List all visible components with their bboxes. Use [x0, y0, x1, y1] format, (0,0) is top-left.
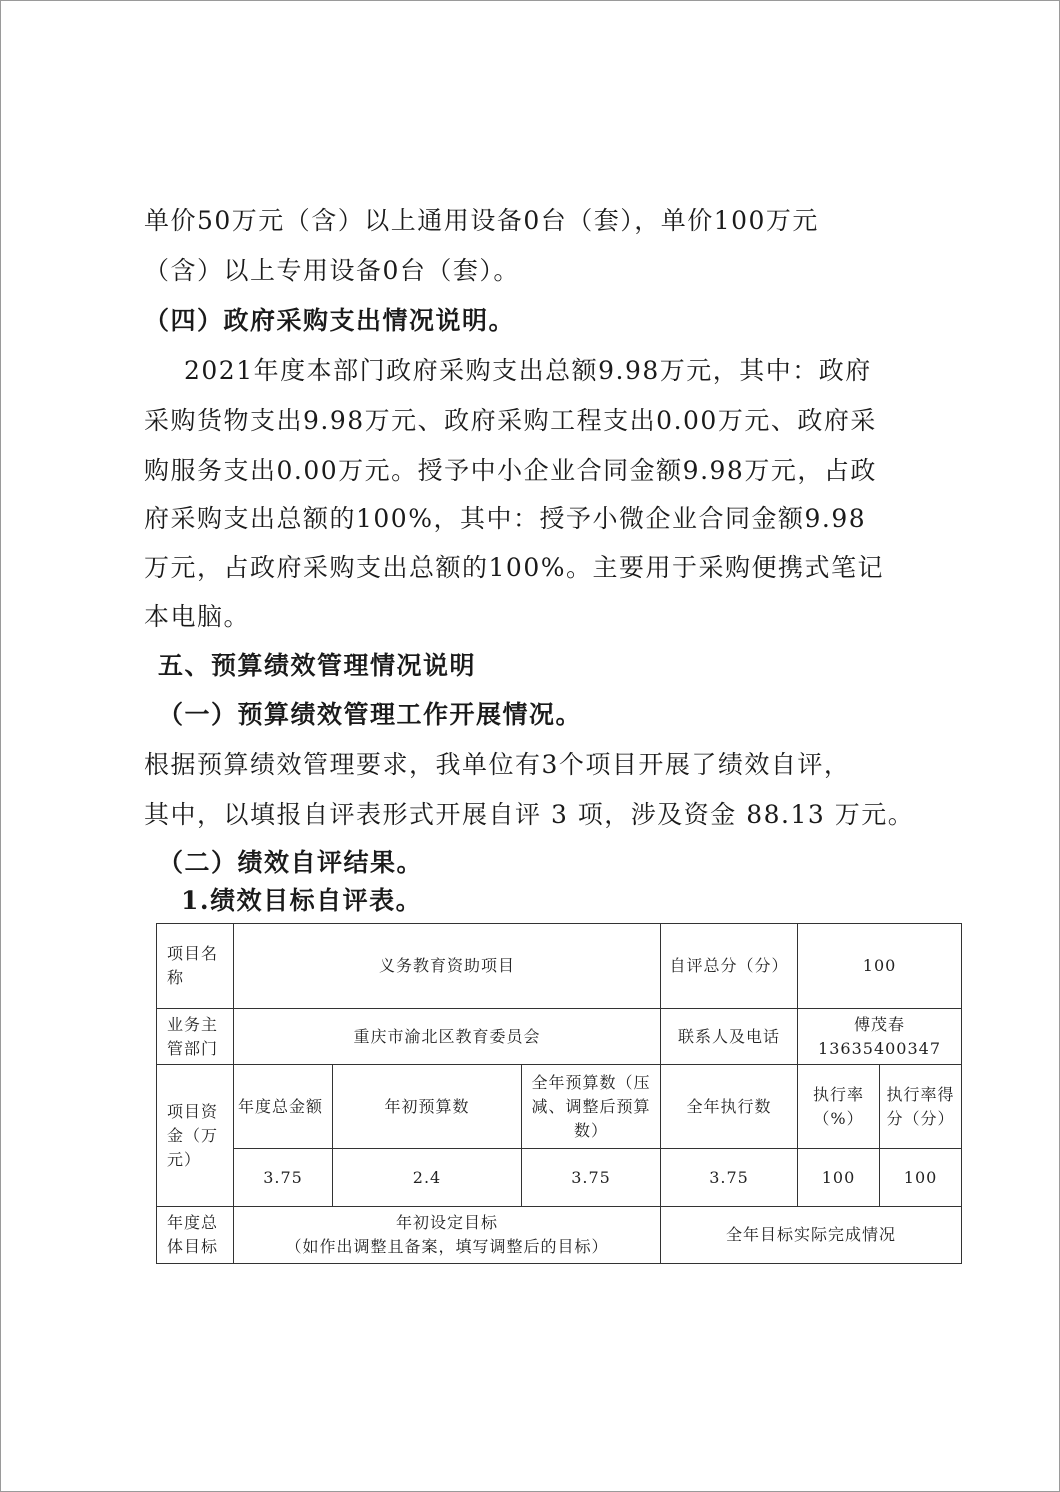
col-full-year-budget: 全年预算数（压减、调整后预算数）: [522, 1065, 661, 1149]
col-exec-rate: 执行率（%）: [798, 1065, 880, 1149]
val-full-year-budget: 3.75: [522, 1149, 661, 1207]
paragraph-line-13: 其中，以填报自评表形式开展自评 3 项，涉及资金 88.13 万元。: [144, 800, 915, 829]
goal-actual: 全年目标实际完成情况: [661, 1207, 962, 1264]
table-row: [157, 1009, 962, 1065]
val-annual-total: 3.75: [234, 1149, 333, 1207]
section-heading-procurement: （四）政府采购支出情况说明。: [144, 306, 516, 335]
paragraph-line-1: 单价50万元（含）以上通用设备0台（套），单价100万元: [144, 206, 819, 235]
col-initial-budget: 年初预算数: [333, 1065, 522, 1149]
contact-value: 傅茂春 13635400347: [798, 1009, 962, 1065]
val-exec-score: 100: [880, 1149, 962, 1207]
val-full-year-exec: 3.75: [661, 1149, 798, 1207]
col-exec-score: 执行率得分（分）: [880, 1065, 962, 1149]
dept-value: 重庆市渝北区教育委员会: [234, 1009, 661, 1065]
paragraph-line-9: 本电脑。: [144, 602, 251, 631]
table-row: [157, 1065, 962, 1149]
section-heading-five: 五、预算绩效管理情况说明: [158, 651, 477, 680]
val-exec-rate: 100: [798, 1149, 880, 1207]
contact-label: 联系人及电话: [661, 1009, 798, 1065]
score-label: 自评总分（分）: [661, 924, 798, 1009]
paragraph-line-6: 购服务支出0.00万元。授予中小企业合同金额9.98万元，占政: [144, 456, 877, 485]
dept-label: 业务主管部门: [157, 1009, 234, 1065]
goal-initial-title: 年初设定目标: [396, 1213, 499, 1232]
performance-self-eval-table: [156, 923, 962, 1264]
paragraph-line-12: 根据预算绩效管理要求，我单位有3个项目开展了绩效自评，: [144, 750, 851, 779]
col-full-year-exec: 全年执行数: [661, 1065, 798, 1149]
goal-label: 年度总体目标: [157, 1207, 234, 1264]
section-heading-table: 1.绩效目标自评表。: [181, 886, 423, 915]
goal-initial-cell: [234, 1207, 661, 1264]
paragraph-line-4: 2021年度本部门政府采购支出总额9.98万元，其中：政府: [184, 356, 872, 385]
section-heading-perf-mgmt: （一）预算绩效管理工作开展情况。: [158, 700, 583, 729]
paragraph-line-2: （含）以上专用设备0台（套）。: [144, 256, 520, 285]
paragraph-line-8: 万元，占政府采购支出总额的100%。主要用于采购便携式笔记: [144, 553, 884, 582]
col-annual-total: 年度总金额: [234, 1065, 333, 1149]
table-row: [157, 1149, 962, 1207]
val-initial-budget: 2.4: [333, 1149, 522, 1207]
paragraph-line-5: 采购货物支出9.98万元、政府采购工程支出0.00万元、政府采: [144, 406, 877, 435]
project-name-value: 义务教育资助项目: [234, 924, 661, 1009]
paragraph-line-7: 府采购支出总额的100%，其中：授予小微企业合同金额9.98: [144, 504, 867, 533]
goal-initial-note: （如作出调整且备案，填写调整后的目标）: [285, 1237, 609, 1256]
table-row: [157, 1207, 962, 1264]
score-value: 100: [798, 924, 962, 1009]
project-name-label: 项目名称: [157, 924, 234, 1009]
table-row: [157, 924, 962, 1009]
section-heading-results: （二）绩效自评结果。: [158, 848, 424, 877]
funds-label: 项目资金（万元）: [157, 1065, 234, 1207]
